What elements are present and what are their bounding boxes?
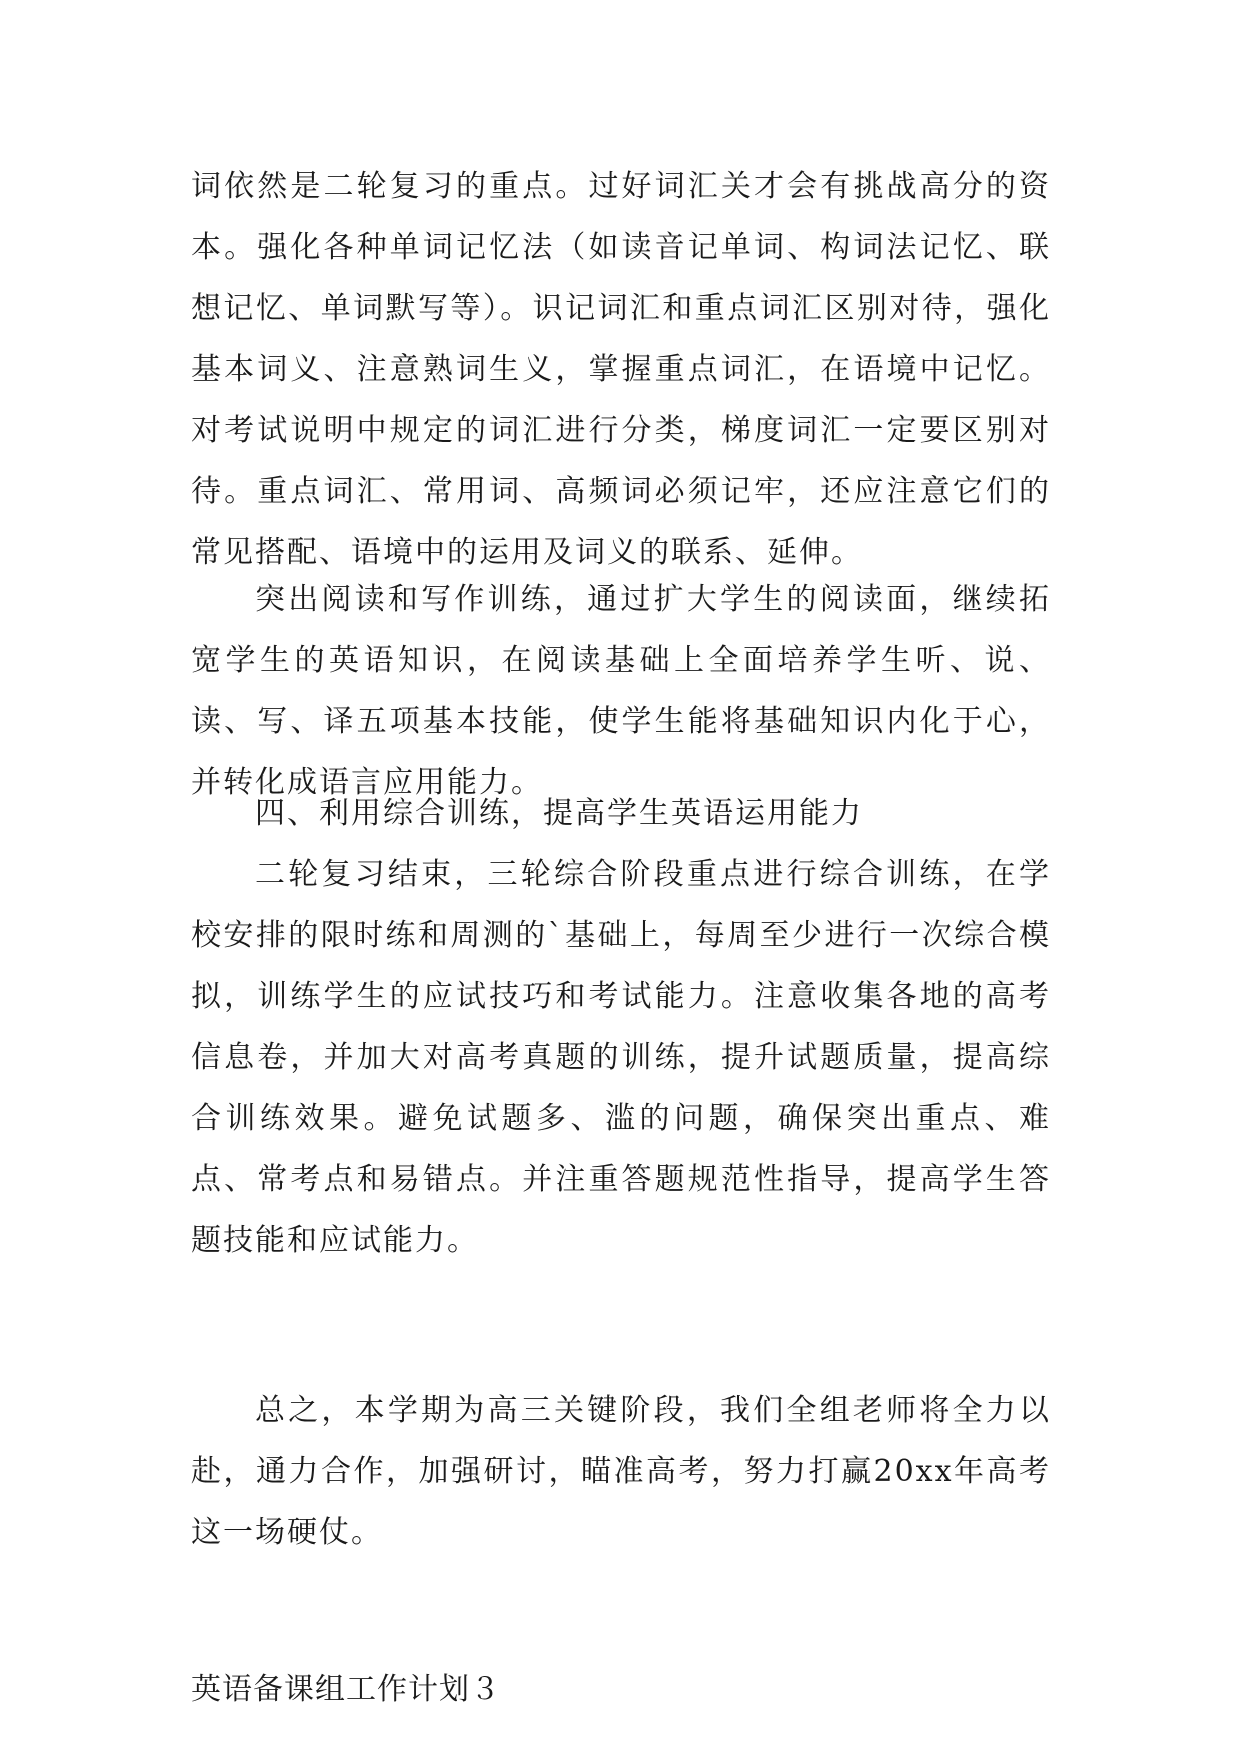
section-heading [191, 783, 1051, 844]
heading-comprehensive-training: 四、利用综合训练，提高学生英语运用能力 [255, 796, 863, 831]
paragraph-vocabulary: 词依然是二轮复习的重点。过好词汇关才会有挑战高分的资本。强化各种单词记忆法（如读音记单词、构词法记忆、联想记忆、单词默写等）。识记词汇和重点词汇区别对待，强化基本词义、注意熟词生义，掌握重点词汇，在语境中记忆。对考试说明中规定的词汇进行分类，梯度词汇一定要区别对待。重点词汇、常用词、高频词必须记牢，还应注意它们的常见搭配、语境中的运用及词义的联系、延伸。 [191, 169, 1051, 570]
paragraph-comprehensive-training: 二轮复习结束，三轮综合阶段重点进行综合训练，在学校安排的限时练和周测的`基础上，每周至少进行一次综合模拟，训练学生的应试技巧和考试能力。注意收集各地的高考信息卷，并加大对高考真题的训练，提升试题质量，提高综合训练效果。避免试题多、滥的问题，确保突出重点、难点、常考点和易错点。并注重答题规范性指导，提高学生答题技能和应试能力。 [191, 857, 1051, 1258]
plan-title: 英语备课组工作计划３ [191, 1672, 501, 1707]
paragraph-reading-writing: 突出阅读和写作训练，通过扩大学生的阅读面，继续拓宽学生的英语知识，在阅读基础上全面培养学生听、说、读、写、译五项基本技能，使学生能将基础知识内化于心，并转化成语言应用能力。 [191, 582, 1051, 800]
section-title [191, 1659, 1051, 1720]
body-paragraph [191, 156, 1051, 583]
body-paragraph [191, 844, 1051, 1271]
body-paragraph [191, 569, 1051, 813]
paragraph-conclusion: 总之，本学期为高三关键阶段，我们全组老师将全力以赴，通力合作，加强研讨，瞄准高考，努力打赢20xx年高考这一场硬仗。 [191, 1393, 1051, 1550]
body-paragraph [191, 1380, 1051, 1563]
